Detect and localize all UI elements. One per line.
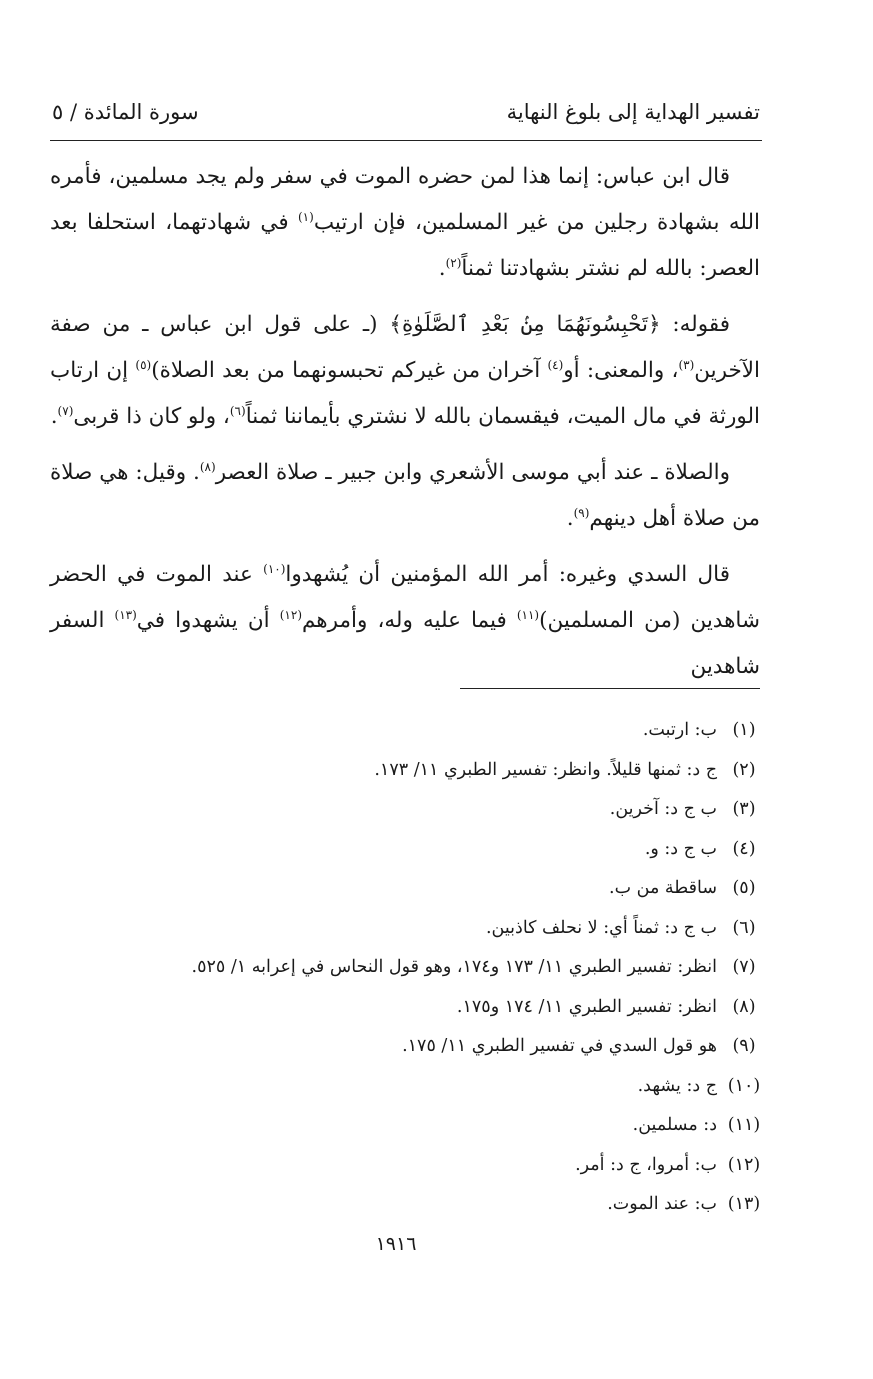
text-run: ، ولو كان ذا قربى — [73, 404, 230, 429]
surah-label: سورة المائدة / ٥ — [52, 100, 199, 124]
text-run: . — [566, 506, 574, 531]
text-run: إن ارتاب الورثة في مال الميت، فيقسمان بالله لا نشتري بأيماننا ثمناً — [50, 358, 760, 429]
footnote-item — [83, 1106, 763, 1146]
footnote-text: انظر: تفسير الطبري ١١/ ١٧٤ و١٧٥. — [456, 996, 717, 1017]
text-run: فقوله: ﴿تَحْبِسُونَهُمَا مِنۢ بَعْدِ ٱلصَّلَوٰةِ﴾ (ـ على قول ابن عباس ـ من صفة الآخرين — [50, 312, 761, 383]
footnote-text: ب: أمروا، ج د: أمر. — [575, 1154, 717, 1175]
footnote-ref: (٩) — [573, 505, 590, 520]
footnote-number: (١١) — [727, 1115, 761, 1135]
footnote-text: ب ج د: و. — [644, 838, 717, 859]
text-run: . وقيل: هي صلاة من صلاة أهل دينهم — [50, 460, 760, 531]
footnote-item — [83, 1146, 763, 1186]
main-text — [50, 154, 760, 700]
footnote-ref: (١١) — [516, 607, 540, 622]
text-run: آخران من غيركم تحبسونهما من بعد الصلاة) — [151, 358, 548, 383]
footnote-ref: (٧) — [57, 403, 74, 418]
footnotes-list — [83, 711, 763, 1225]
text-run: في شهادتهما، استحلفا بعد العصر: بالله لم نشتر بشهادتنا ثمناً — [50, 210, 760, 281]
footnote-number: (١٠) — [727, 1075, 761, 1096]
footnote-ref: (٤) — [547, 357, 564, 372]
text-run: قال ابن عباس: إنما هذا لمن حضره الموت في سفر ولم يجد مسلمين، فأمره الله بشهادة رجلين من غير المسلمين، فإن ارتيب — [50, 164, 760, 235]
footnote-number: (١٢) — [727, 1154, 761, 1175]
footnote-number: (٥) — [732, 878, 756, 898]
paragraph-2 — [50, 302, 760, 440]
running-header — [52, 96, 760, 136]
footnote-ref: (١٠) — [263, 561, 286, 576]
footnote-text: ساقطة من ب. — [609, 878, 717, 898]
footnote-number: (١٣) — [727, 1194, 761, 1214]
footnote-number: (١) — [732, 720, 756, 740]
text-run: عند الموت في الحضر شاهدين (من المسلمين) — [50, 562, 760, 633]
footnote-number: (٦) — [732, 917, 756, 938]
footnote-text: ب: عند الموت. — [607, 1194, 717, 1214]
footnote-item — [83, 830, 763, 870]
paragraph-3 — [50, 450, 760, 542]
text-run: . — [438, 256, 446, 281]
paragraph-4 — [50, 552, 760, 690]
text-run: السفر شاهدين — [50, 608, 760, 679]
footnote-text: انظر: تفسير الطبري ١١/ ١٧٣ و١٧٤، وهو قول النحاس في إعرابه ١/ ٥٢٥. — [191, 957, 717, 977]
footnote-number: (٣) — [732, 799, 756, 819]
footnote-item — [83, 988, 763, 1028]
footnote-ref: (٢) — [445, 255, 462, 270]
footnote-ref: (٥) — [135, 357, 152, 372]
page-number: ١٩١٦ — [375, 1233, 417, 1255]
footnote-item — [83, 1185, 763, 1225]
footnote-ref: (٣) — [678, 357, 695, 372]
text-run: قال السدي وغيره: أمر الله المؤمنين أن يُشهدوا — [285, 562, 730, 587]
footnote-item — [83, 751, 763, 791]
footnote-ref: (٨) — [199, 459, 216, 474]
footnote-divider — [460, 688, 760, 689]
footnote-text: د: مسلمين. — [632, 1115, 717, 1135]
footnote-number: (٢) — [732, 759, 756, 780]
paragraph-1 — [50, 154, 760, 292]
footnote-item — [83, 1067, 763, 1107]
header-divider — [50, 140, 762, 141]
footnote-ref: (١) — [297, 209, 314, 224]
footnote-item — [83, 909, 763, 949]
footnote-item — [83, 1027, 763, 1067]
footnote-text: هو قول السدي في تفسير الطبري ١١/ ١٧٥. — [402, 1036, 717, 1056]
footnote-ref: (١٢) — [279, 607, 302, 622]
footnote-item — [83, 711, 763, 751]
footnote-ref: (١٣) — [114, 607, 137, 622]
footnote-text: ب ج د: آخرين. — [609, 799, 717, 819]
footnote-text: ب: ارتبت. — [642, 720, 717, 740]
footnote-item — [83, 790, 763, 830]
text-run: والصلاة ـ عند أبي موسى الأشعري وابن جبير ـ صلاة العصر — [215, 460, 730, 485]
text-run: ، والمعنى: أو — [563, 358, 679, 383]
footnote-item — [83, 948, 763, 988]
footnote-number: (٩) — [732, 1036, 756, 1056]
footnote-text: ج د: يشهد. — [637, 1075, 717, 1096]
book-title: تفسير الهداية إلى بلوغ النهاية — [506, 100, 760, 124]
footnote-text: ج د: ثمنها قليلاً. وانظر: تفسير الطبري ١١/ ١٧٣. — [374, 759, 717, 780]
footnote-text: ب ج د: ثمناً أي: لا نحلف كاذبين. — [485, 917, 717, 938]
footnote-number: (٤) — [732, 838, 756, 859]
footnote-item — [83, 869, 763, 909]
text-run: أن يشهدوا في — [136, 608, 280, 633]
footnote-number: (٨) — [732, 996, 756, 1017]
text-run: . — [50, 404, 58, 429]
footnote-ref: (٦) — [229, 403, 246, 418]
footnote-number: (٧) — [732, 957, 756, 977]
text-run: فيما عليه وله، وأمرهم — [302, 608, 517, 633]
